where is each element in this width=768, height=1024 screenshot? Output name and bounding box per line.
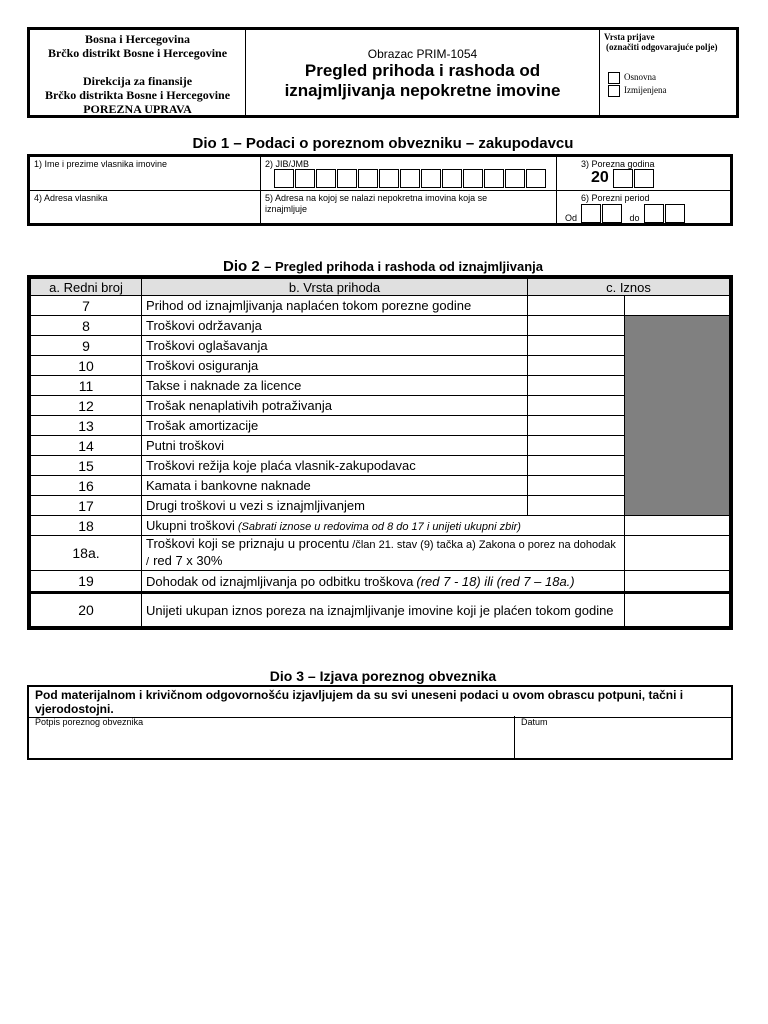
izmijenjena-checkbox[interactable]: [608, 85, 620, 97]
table-row: [31, 296, 730, 316]
row-number: 10: [31, 356, 142, 376]
declaration-statement: Pod materijalnom i krivičnom odgovornošću izjavljujem da su svi uneseni podaci u ovom obrascu potpuni, tačni i vjerodostojni.: [29, 687, 731, 718]
amount-input[interactable]: [528, 296, 625, 316]
declaration-section: [27, 685, 733, 760]
amount-input[interactable]: [625, 536, 730, 571]
row-description: Takse i naknade za licence: [142, 376, 528, 396]
row-number: 18: [31, 516, 142, 536]
row-description: Ukupni troškovi (Sabrati iznose u redovima od 8 do 17 i unijeti ukupni zbir): [142, 516, 625, 536]
taxpayer-section: [27, 154, 733, 226]
amount-input[interactable]: [528, 416, 625, 436]
report-type-block: [600, 30, 736, 115]
row-description: Trošak amortizacije: [142, 416, 528, 436]
table-row: [31, 516, 730, 536]
tax-period-label: 6) Porezni period: [581, 193, 650, 203]
col-a-header: a. Redni broj: [31, 279, 142, 296]
amount-input[interactable]: [528, 396, 625, 416]
date-label: Datum: [521, 717, 548, 727]
option-osnovna[interactable]: [608, 72, 736, 84]
row-description: Drugi troškovi u vezi s iznajmljivanjem: [142, 496, 528, 516]
date-field[interactable]: [515, 716, 731, 758]
row-description: Unijeti ukupan iznos poreza na iznajmljivanje imovine koji je plaćen tokom godine: [142, 593, 625, 627]
year-prefix: 20: [591, 169, 609, 186]
report-type-label: Vrsta prijave: [604, 32, 655, 42]
amount-input[interactable]: [528, 336, 625, 356]
row-number: 14: [31, 436, 142, 456]
col-c-header: c. Iznos: [528, 279, 730, 296]
osnovna-checkbox[interactable]: [608, 72, 620, 84]
amount-input[interactable]: [528, 436, 625, 456]
row-number: 20: [31, 593, 142, 627]
issuer-line: POREZNA UPRAVA: [83, 102, 192, 116]
amount-input[interactable]: [625, 593, 730, 627]
report-type-hint: (označiti odgovarajuće polje): [606, 42, 718, 52]
tax-year-field: [557, 157, 730, 191]
row-description: Troškovi režija koje plaća vlasnik-zakupodavac: [142, 456, 528, 476]
issuer-line: Bosna i Hercegovina: [84, 32, 191, 46]
amount-input[interactable]: [528, 476, 625, 496]
osnovna-label: Osnovna: [624, 72, 656, 83]
issuer-line: Direkcija za finansije: [82, 74, 193, 88]
row-number: 18a.: [31, 536, 142, 571]
amount-input[interactable]: [625, 571, 730, 593]
property-address-field[interactable]: [261, 191, 557, 223]
amount-input[interactable]: [528, 316, 625, 336]
row-number: 13: [31, 416, 142, 436]
jib-label: 2) JIB/JMB: [265, 159, 310, 169]
col-b-header: b. Vrsta prihoda: [142, 279, 528, 296]
amount-input[interactable]: [625, 516, 730, 536]
row-number: 16: [31, 476, 142, 496]
section1-title: Dio 1 – Podaci o poreznom obvezniku – zakupodavcu: [192, 135, 574, 152]
form-title-line2: iznajmljivanja nepokretne imovine: [284, 81, 561, 100]
izmijenjena-label: Izmijenjena: [624, 85, 667, 96]
section2-title: Dio 2 – Pregled prihoda i rashoda od iznajmljivanja: [223, 258, 543, 275]
jib-boxes[interactable]: [274, 169, 547, 188]
tax-year-label: 3) Porezna godina: [581, 159, 655, 169]
table-row: [31, 536, 730, 571]
property-address-label: 5) Adresa na kojoj se nalazi nepokretna imovina koja se iznajmljuje: [265, 193, 488, 214]
amount-input[interactable]: [528, 376, 625, 396]
amount-input[interactable]: [528, 356, 625, 376]
row-description: Trošak nenaplativih potraživanja: [142, 396, 528, 416]
issuer-block: [30, 30, 246, 115]
row-number: 15: [31, 456, 142, 476]
option-izmijenjena[interactable]: [608, 85, 736, 97]
owner-name-label: 1) Ime i prezime vlasnika imovine: [34, 159, 168, 169]
tax-period-inputs[interactable]: [565, 204, 686, 223]
form-header: [27, 27, 739, 118]
row-number: 19: [31, 571, 142, 593]
row-number: 17: [31, 496, 142, 516]
amount-input[interactable]: [528, 496, 625, 516]
jib-field: [261, 157, 557, 191]
row-description: Putni troškovi: [142, 436, 528, 456]
row-description: Prihod od iznajmljivanja naplaćen tokom porezne godine: [142, 296, 528, 316]
row-number: 8: [31, 316, 142, 336]
row-description: Troškovi koji se priznaju u procentu /član 21. stav (9) tačka a) Zakona o porez na dohodak / red 7 x 30%: [142, 536, 625, 571]
issuer-line: Brčko distrikt Bosne i Hercegovine: [47, 46, 228, 60]
row-description: Troškovi oglašavanja: [142, 336, 528, 356]
income-expense-table: [27, 275, 733, 630]
amount-input[interactable]: [528, 456, 625, 476]
table-row: [31, 571, 730, 593]
row-number: 12: [31, 396, 142, 416]
row-number: 11: [31, 376, 142, 396]
table-header: [31, 279, 730, 296]
table-row: [31, 593, 730, 627]
form-code: Obrazac PRIM-1054: [367, 47, 478, 61]
shaded-cell: [625, 316, 730, 516]
issuer-line: Brčko distrikta Bosne i Hercegovine: [44, 88, 231, 102]
od-label: Od: [565, 213, 578, 223]
do-label: do: [629, 213, 640, 223]
row-description: Dohodak od iznajmljivanja po odbitku troškova (red 7 - 18) ili (red 7 – 18a.): [142, 571, 625, 593]
form-title-block: [246, 30, 600, 115]
signature-label: Potpis poreznog obveznika: [35, 717, 144, 727]
owner-name-field[interactable]: [30, 157, 261, 191]
section3-title: Dio 3 – Izjava poreznog obveznika: [269, 668, 497, 684]
amount-input[interactable]: [625, 296, 730, 316]
signature-field[interactable]: [29, 716, 515, 758]
row-number: 7: [31, 296, 142, 316]
row-number: 9: [31, 336, 142, 356]
row-description: Troškovi održavanja: [142, 316, 528, 336]
owner-address-label: 4) Adresa vlasnika: [34, 193, 108, 203]
row-description: Kamata i bankovne naknade: [142, 476, 528, 496]
form-title-line1: Pregled prihoda i rashoda od: [304, 61, 541, 80]
row-description: Troškovi osiguranja: [142, 356, 528, 376]
table-row: [31, 316, 730, 336]
tax-year-input[interactable]: [591, 169, 655, 188]
owner-address-field[interactable]: [30, 191, 261, 223]
tax-period-field: [557, 191, 730, 223]
